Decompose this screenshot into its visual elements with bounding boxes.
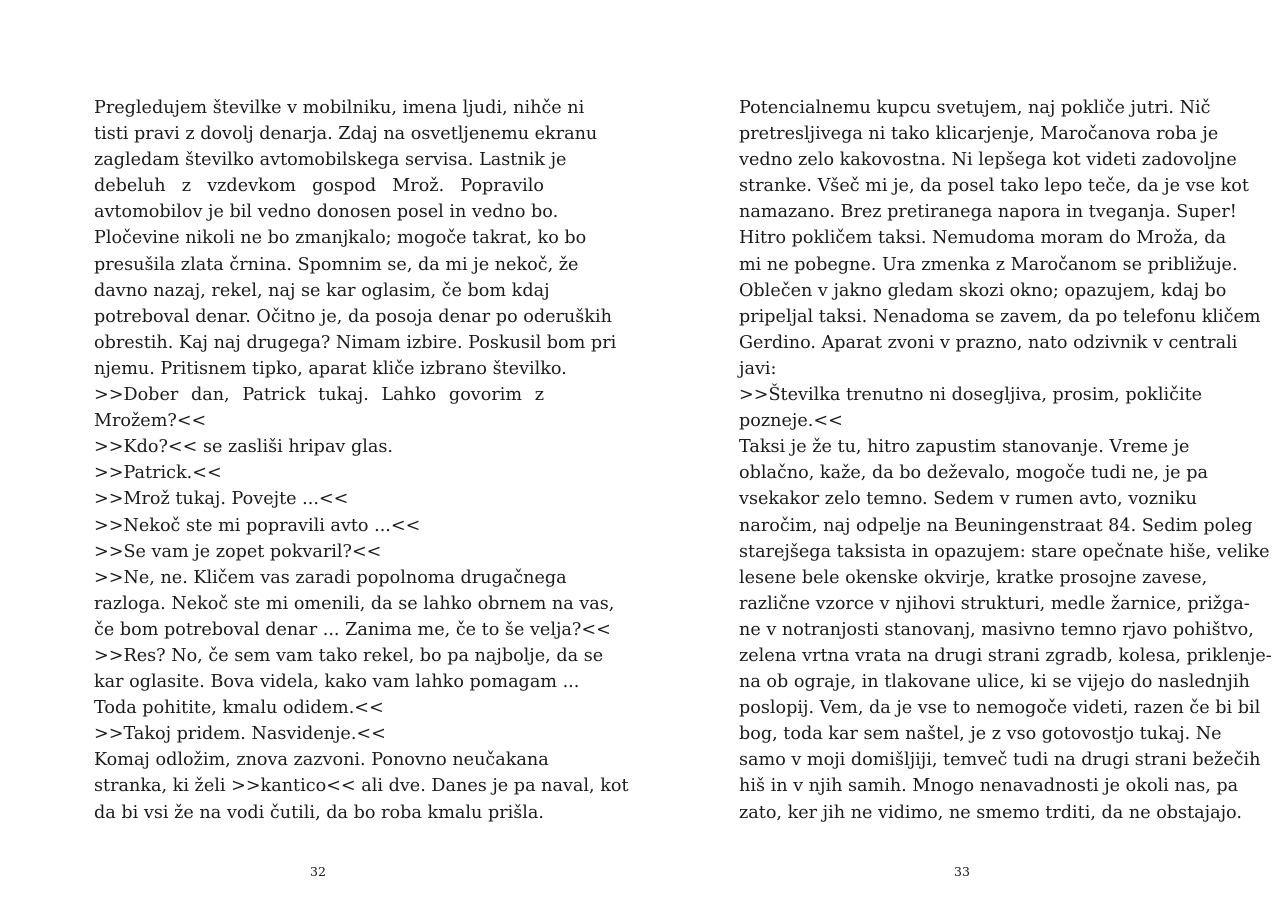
text-line: tisti pravi z dovolj denarja. Zdaj na osvetljenemu ekranu	[94, 124, 598, 145]
text-line: ne v notranjosti stanovanj, masivno temno rjavo pohištvo,	[739, 619, 1254, 640]
text-line: >>Številka trenutno ni dosegljiva, prosim, pokličite	[739, 385, 1203, 406]
text-line: Oblečen v jakno gledam skozi okno; opazujem, kdaj bo	[739, 280, 1227, 301]
text-line: >>Ne, ne. Kličem vas zaradi popolnoma drugačnega	[94, 567, 567, 588]
text-line: >>Kdo?<< se zasliši hripav glas.	[94, 437, 393, 458]
text-line: potreboval denar. Očitno je, da posoja denar po oderuških	[94, 306, 612, 327]
text-line: davno nazaj, rekel, naj se kar oglasim, če bom kdaj	[94, 280, 550, 301]
text-line: lesene bele okenske okvirje, kratke prosojne zavese,	[739, 567, 1208, 588]
text-line: bog, toda kar sem naštel, je z vso gotovostjo tukaj. Ne	[739, 724, 1222, 745]
text-line: vedno zelo kakovostna. Ni lepšega kot videti zadovoljne	[739, 150, 1237, 171]
text-line: Hitro pokličem taksi. Nemudoma moram do Mroža, da	[739, 228, 1227, 249]
text-line: različne vzorce v njihovi strukturi, medle žarnice, prižga-	[739, 593, 1250, 614]
text-line: naročim, naj odpelje na Beuningenstraat 84. Sedim poleg	[739, 515, 1253, 536]
text-line: poslopij. Vem, da je vse to nemogoče videti, razen če bi bil	[739, 698, 1261, 719]
left-page-text	[94, 95, 629, 826]
text-line: >>Mrož tukaj. Povejte ...<<	[94, 489, 349, 510]
text-line: >>Nekoč ste mi popravili avto ...<<	[94, 515, 421, 536]
text-line: pozneje.<<	[739, 411, 843, 432]
text-line: >>Dober dan, Patrick tukaj. Lahko govorim z	[94, 385, 544, 406]
text-line: oblačno, kaže, da bo deževalo, mogoče tudi ne, je pa	[739, 463, 1208, 484]
text-line: >>Takoj pridem. Nasvidenje.<<	[94, 724, 386, 745]
text-line: Toda pohitite, kmalu odidem.<<	[94, 698, 384, 719]
text-line: Gerdino. Aparat zvoni v prazno, nato odzivnik v centrali	[739, 332, 1238, 353]
text-line: avtomobilov je bil vedno donosen posel in vedno bo.	[94, 202, 559, 223]
text-line: vsekakor zelo temno. Sedem v rumen avto, vozniku	[739, 489, 1197, 510]
text-line: >>Res? No, če sem vam tako rekel, bo pa najbolje, da se	[94, 645, 604, 666]
text-line: debeluh z vzdevkom gospod Mrož. Popravilo	[94, 176, 544, 197]
text-line: Pločevine nikoli ne bo zmanjkalo; mogoče takrat, ko bo	[94, 228, 587, 249]
text-line: Pregledujem številke v mobilniku, imena ljudi, nihče ni	[94, 98, 585, 118]
text-line: Komaj odložim, znova zazvoni. Ponovno neučakana	[94, 750, 549, 771]
text-line: namazano. Brez pretiranega napora in tveganja. Super!	[739, 202, 1237, 223]
right-page-number: 33	[954, 864, 970, 879]
text-line: hiš in v njih samih. Mnogo nenavadnosti je okoli nas, pa	[739, 776, 1239, 797]
text-line: obrestih. Kaj naj drugega? Nimam izbire. Poskusil bom pri	[94, 332, 617, 353]
text-line: Mrožem?<<	[94, 411, 207, 432]
text-line: >>Patrick.<<	[94, 463, 222, 484]
text-line: >>Se vam je zopet pokvaril?<<	[94, 541, 382, 562]
text-line: da bi vsi že na vodi čutili, da bo roba kmalu prišla.	[94, 802, 544, 823]
text-line: kar oglasite. Bova videla, kako vam lahko pomagam ...	[94, 672, 580, 693]
text-line: javi:	[739, 358, 777, 379]
text-line: starejšega taksista in opazujem: stare opečnate hiše, velike	[739, 541, 1270, 562]
text-line: pretresljivega ni tako klicarjenje, Maročanova roba je	[739, 124, 1219, 145]
text-line: pripeljal taksi. Nenadoma se zavem, da po telefonu kličem	[739, 306, 1261, 327]
text-line: stranke. Všeč mi je, da posel tako lepo teče, da je vse kot	[739, 176, 1249, 197]
text-line: presušila zlata črnina. Spomnim se, da mi je nekoč, že	[94, 254, 579, 275]
text-line: Taksi je že tu, hitro zapustim stanovanje. Vreme je	[739, 437, 1190, 458]
text-line: stranka, ki želi >>kantico<< ali dve. Danes je pa naval, kot	[94, 776, 629, 797]
text-line: zato, ker jih ne vidimo, ne smemo trditi, da ne obstajajo.	[739, 802, 1242, 823]
text-line: njemu. Pritisnem tipko, aparat kliče izbrano številko.	[94, 358, 567, 379]
text-line: zagledam številko avtomobilskega servisa. Lastnik je	[94, 150, 567, 171]
text-line: na ob ograje, in tlakovane ulice, ki se vijejo do naslednjih	[739, 672, 1250, 693]
text-line: če bom potreboval denar ... Zanima me, če to še velja?<<	[94, 619, 611, 640]
text-line: razloga. Nekoč ste mi omenili, da se lahko obrnem na vas,	[94, 593, 615, 614]
text-line: samo v moji domišljiji, temveč tudi na drugi strani bežečih	[739, 750, 1261, 771]
right-page-text	[739, 95, 1272, 826]
left-page-number: 32	[310, 864, 326, 879]
left-page	[94, 95, 629, 835]
text-line: Potencialnemu kupcu svetujem, naj pokliče jutri. Nič	[739, 98, 1211, 118]
text-line: mi ne pobegne. Ura zmenka z Maročanom se približuje.	[739, 254, 1238, 275]
right-page	[739, 95, 1272, 835]
text-line: zelena vrtna vrata na drugi strani zgradb, kolesa, priklenje-	[739, 645, 1272, 666]
